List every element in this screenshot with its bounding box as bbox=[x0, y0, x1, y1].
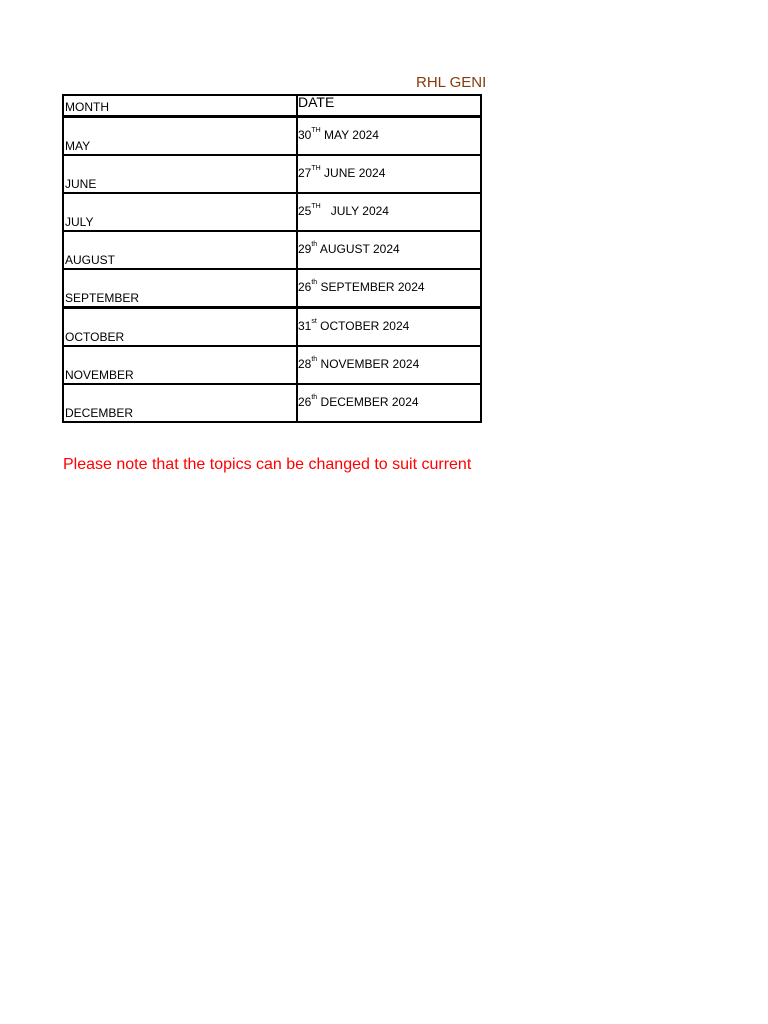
date-cell: 26th DECEMBER 2024 bbox=[297, 384, 481, 422]
schedule-table bbox=[62, 94, 482, 423]
document-title: RHL GENI bbox=[416, 74, 487, 91]
month-cell: JULY bbox=[63, 193, 297, 231]
table-row bbox=[63, 308, 481, 347]
table-row bbox=[63, 193, 481, 231]
month-cell: MAY bbox=[63, 117, 297, 156]
date-cell: 29th AUGUST 2024 bbox=[297, 231, 481, 269]
date-cell: 27TH JUNE 2024 bbox=[297, 155, 481, 193]
column-header-month: MONTH bbox=[63, 95, 297, 117]
table-row bbox=[63, 384, 481, 422]
month-cell: DECEMBER bbox=[63, 384, 297, 422]
table-row bbox=[63, 231, 481, 269]
table-row bbox=[63, 346, 481, 384]
date-cell: 26th SEPTEMBER 2024 bbox=[297, 269, 481, 308]
date-cell: 28th NOVEMBER 2024 bbox=[297, 346, 481, 384]
table-row bbox=[63, 155, 481, 193]
table-row bbox=[63, 269, 481, 308]
table-row bbox=[63, 117, 481, 156]
month-cell: AUGUST bbox=[63, 231, 297, 269]
date-cell: 31st OCTOBER 2024 bbox=[297, 308, 481, 347]
month-cell: JUNE bbox=[63, 155, 297, 193]
column-header-date: DATE bbox=[297, 95, 481, 117]
date-cell: 25TH JULY 2024 bbox=[297, 193, 481, 231]
month-cell: OCTOBER bbox=[63, 308, 297, 347]
date-cell: 30TH MAY 2024 bbox=[297, 117, 481, 156]
topics-note: Please note that the topics can be changed to suit current bbox=[63, 456, 472, 473]
month-cell: SEPTEMBER bbox=[63, 269, 297, 308]
month-cell: NOVEMBER bbox=[63, 346, 297, 384]
table-header-row bbox=[63, 95, 481, 117]
